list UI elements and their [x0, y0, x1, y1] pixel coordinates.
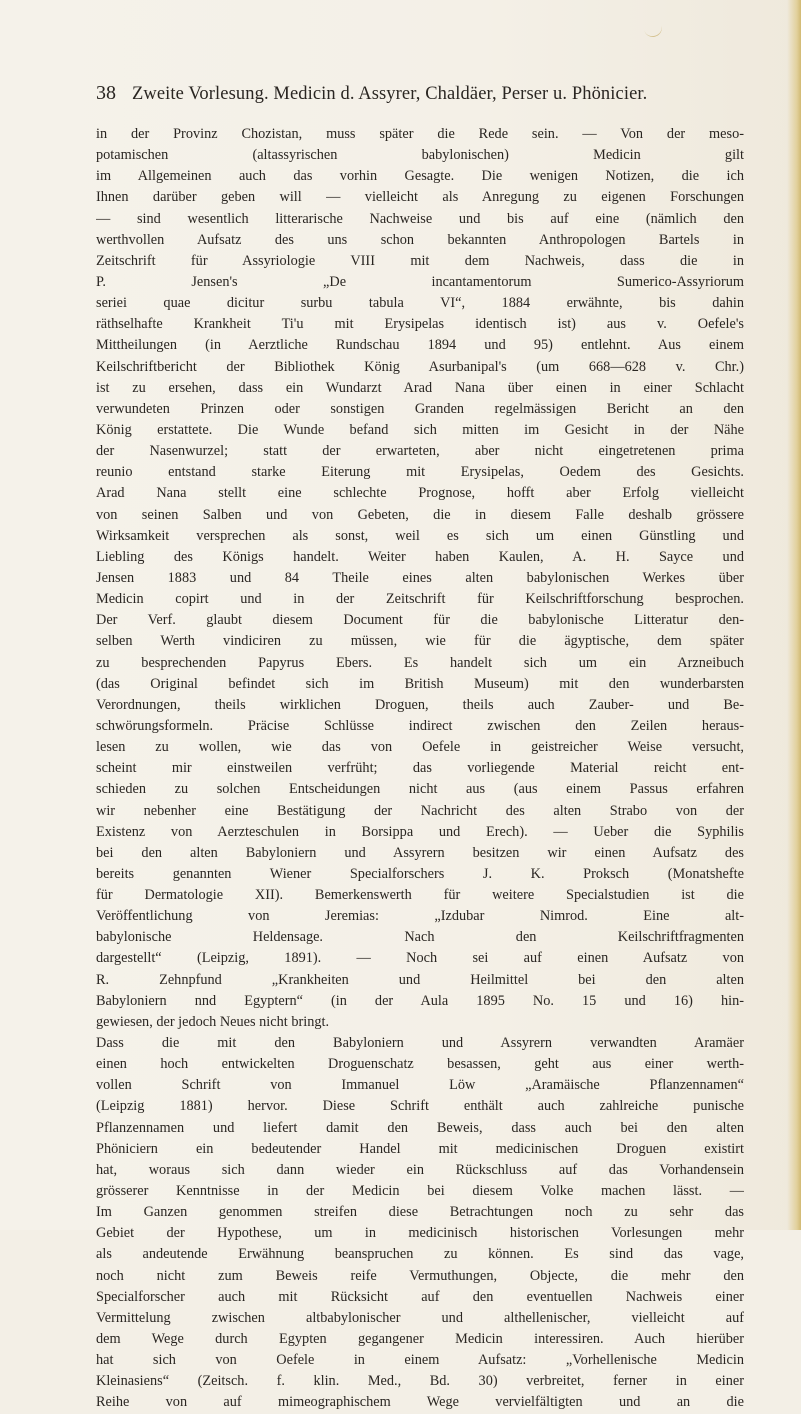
text-line: Vermittelung zwischen altbabylonischer und althellenischer, vielleicht auf [96, 1309, 744, 1326]
text-line: von seinen Salben und von Gebeten, die in diesem Falle deshalb grössere [96, 506, 744, 523]
text-line: zu besprechenden Papyrus Ebers. Es handelt sich um ein Arzneibuch [96, 654, 744, 671]
text-line: bereits genannten Wiener Specialforschers J. K. Proksch (Monatshefte [96, 865, 744, 882]
text-line: (Leipzig 1881) hervor. Diese Schrift enthält auch zahlreiche punische [96, 1098, 744, 1115]
running-head: Zweite Vorlesung. Medicin d. Assyrer, Chaldäer, Perser u. Phönicier. [132, 84, 648, 104]
text-line: Kleinasiens“ (Zeitsch. f. klin. Med., Bd. 30) verbreitet, ferner in einer [96, 1373, 744, 1390]
text-line: Arad Nana stellt eine schlechte Prognose, hofft aber Erfolg vielleicht [96, 485, 744, 502]
text-line: der Nasenwurzel; statt der erwarteten, aber nicht eingetretenen prima [96, 443, 744, 460]
text-line: Specialforscher auch mit Rücksicht auf den eventuellen Nachweis einer [96, 1288, 744, 1305]
text-line: reunio entstand starke Eiterung mit Erysipelas, Oedem des Gesichts. [96, 464, 744, 481]
text-line: Im Ganzen genommen streifen diese Betrachtungen noch zu sehr das [96, 1204, 744, 1221]
page-header [96, 82, 740, 114]
text-line: schieden zu solchen Entscheidungen nicht aus (aus einem Passus erfahren [96, 781, 744, 798]
text-line: R. Zehnpfund „Krankheiten und Heilmittel bei den alten [96, 971, 744, 988]
text-line: als andeutende Erwähnung beanspruchen zu können. Es sind das vage, [96, 1246, 744, 1263]
text-line: Gebiet der Hypothese, um in medicinisch historischen Vorlesungen mehr [96, 1225, 744, 1242]
text-line: Medicin copirt und in der Zeitschrift für Keilschriftforschung besprochen. [96, 591, 744, 608]
text-line: seriei quae dicitur surbu tabula VI“, 1884 erwähnte, bis dahin [96, 295, 744, 312]
text-line: potamischen (altassyrischen babylonischen) Medicin gilt [96, 147, 744, 164]
text-line: Veröffentlichung von Jeremias: „Izdubar Nimrod. Eine alt- [96, 908, 744, 925]
page-edge-shadow [787, 0, 801, 1230]
text-line: für Dermatologie XII). Bemerkenswerth für weitere Specialstudien ist die [96, 887, 744, 904]
text-line: in der Provinz Chozistan, muss später die Rede sein. — Von der meso- [96, 126, 744, 142]
text-line: grösserer Kenntnisse in der Medicin bei diesem Volke machen lässt. — [96, 1183, 744, 1200]
text-line: noch nicht zum Beweis reife Vermuthungen, Objecte, die mehr den [96, 1267, 744, 1284]
text-line: Verordnungen, theils wirklichen Droguen, theils auch Zauber- und Be- [96, 696, 744, 713]
text-line: hat, woraus sich dann wieder ein Rückschluss auf das Vorhandensein [96, 1161, 744, 1178]
text-line: dem Wege durch Egypten gegangener Medicin interessiren. Auch hierüber [96, 1331, 744, 1348]
text-line: selben Werth vindiciren zu müssen, wie für die ägyptische, dem später [96, 633, 744, 650]
text-line: P. Jensen's „De incantamentorum Sumerico-Assyriorum [96, 273, 744, 290]
text-line: räthselhafte Krankheit Ti'u mit Erysipelas identisch ist) aus v. Oefele's [96, 316, 744, 333]
text-line: babylonische Heldensage. Nach den Keilschriftfragmenten [96, 929, 744, 946]
text-line: dargestellt“ (Leipzig, 1891). — Noch sei auf einen Aufsatz von [96, 950, 744, 967]
text-line: Jensen 1883 und 84 Theile eines alten babylonischen Werkes über [96, 569, 744, 586]
text-line: Zeitschrift für Assyriologie VIII mit dem Nachweis, dass die in [96, 252, 744, 269]
body-text [96, 124, 744, 1414]
text-line: Existenz von Aerzteschulen in Borsippa und Erech). — Ueber die Syphilis [96, 823, 744, 840]
text-line: scheint mir einstweilen verfrüht; das vorliegende Material reicht ent- [96, 760, 744, 777]
text-line: vollen Schrift von Immanuel Löw „Aramäische Pflanzennamen“ [96, 1077, 744, 1094]
text-line: wir nebenher eine Bestätigung der Nachricht des alten Strabo von der [96, 802, 744, 819]
text-line: im Allgemeinen auch das vorhin Gesagte. Die wenigen Notizen, die ich [96, 168, 744, 185]
text-line: Reihe von auf mimeographischem Wege vervielfältigten und an die [96, 1394, 744, 1411]
text-line: schwörungsformeln. Präcise Schlüsse indirect zwischen den Zeilen heraus- [96, 717, 744, 734]
text-line: Dass die mit den Babyloniern und Assyrern verwandten Aramäer [96, 1035, 744, 1052]
text-line: verwundeten Prinzen oder sonstigen Granden regelmässigen Bericht an den [96, 400, 744, 417]
text-line: Mittheilungen (in Aerztliche Rundschau 1894 und 95) entlehnt. Aus einem [96, 337, 744, 354]
text-line: Phöniciern ein bedeutender Handel mit medicinischen Droguen existirt [96, 1140, 744, 1157]
text-line: Ihnen darüber geben will — vielleicht als Anregung zu eigenen Forschungen [96, 189, 744, 206]
text-line: werthvollen Aufsatz des uns schon bekannten Anthropologen Bartels in [96, 231, 744, 248]
text-line: bei den alten Babyloniern und Assyrern besitzen wir einen Aufsatz des [96, 844, 744, 861]
text-line: — sind wesentlich litterarische Nachweise und bis auf eine (nämlich den [96, 210, 744, 227]
text-line: hat sich von Oefele in einem Aufsatz: „Vorhellenische Medicin [96, 1352, 744, 1369]
text-line: (das Original befindet sich im British Museum) mit den wunderbarsten [96, 675, 744, 692]
text-line: Pflanzennamen und liefert damit den Beweis, dass auch bei den alten [96, 1119, 744, 1136]
text-line: König erstattete. Die Wunde befand sich mitten im Gesicht in der Nähe [96, 421, 744, 438]
text-line: Wirksamkeit versprechen als sonst, weil es sich um einen Günstling und [96, 527, 744, 544]
text-line: gewiesen, der jedoch Neues nicht bringt. [96, 1013, 330, 1030]
text-line: Der Verf. glaubt diesem Document für die babylonische Litteratur den- [96, 612, 744, 629]
text-line: einen hoch entwickelten Droguenschatz besassen, geht aus einer werth- [96, 1056, 744, 1073]
pencil-mark [642, 18, 664, 40]
text-line: Babyloniern nnd Egyptern“ (in der Aula 1895 No. 15 und 16) hin- [96, 992, 744, 1009]
text-line: lesen zu wollen, wie das von Oefele in geistreicher Weise versucht, [96, 739, 744, 756]
page-number: 38 [96, 82, 116, 104]
text-line: Liebling des Königs handelt. Weiter haben Kaulen, A. H. Sayce und [96, 548, 744, 565]
text-line: ist zu ersehen, dass ein Wundarzt Arad Nana über einen in einer Schlacht [96, 379, 744, 396]
text-line: Keilschriftbericht der Bibliothek König Asurbanipal's (um 668—628 v. Chr.) [96, 358, 744, 375]
